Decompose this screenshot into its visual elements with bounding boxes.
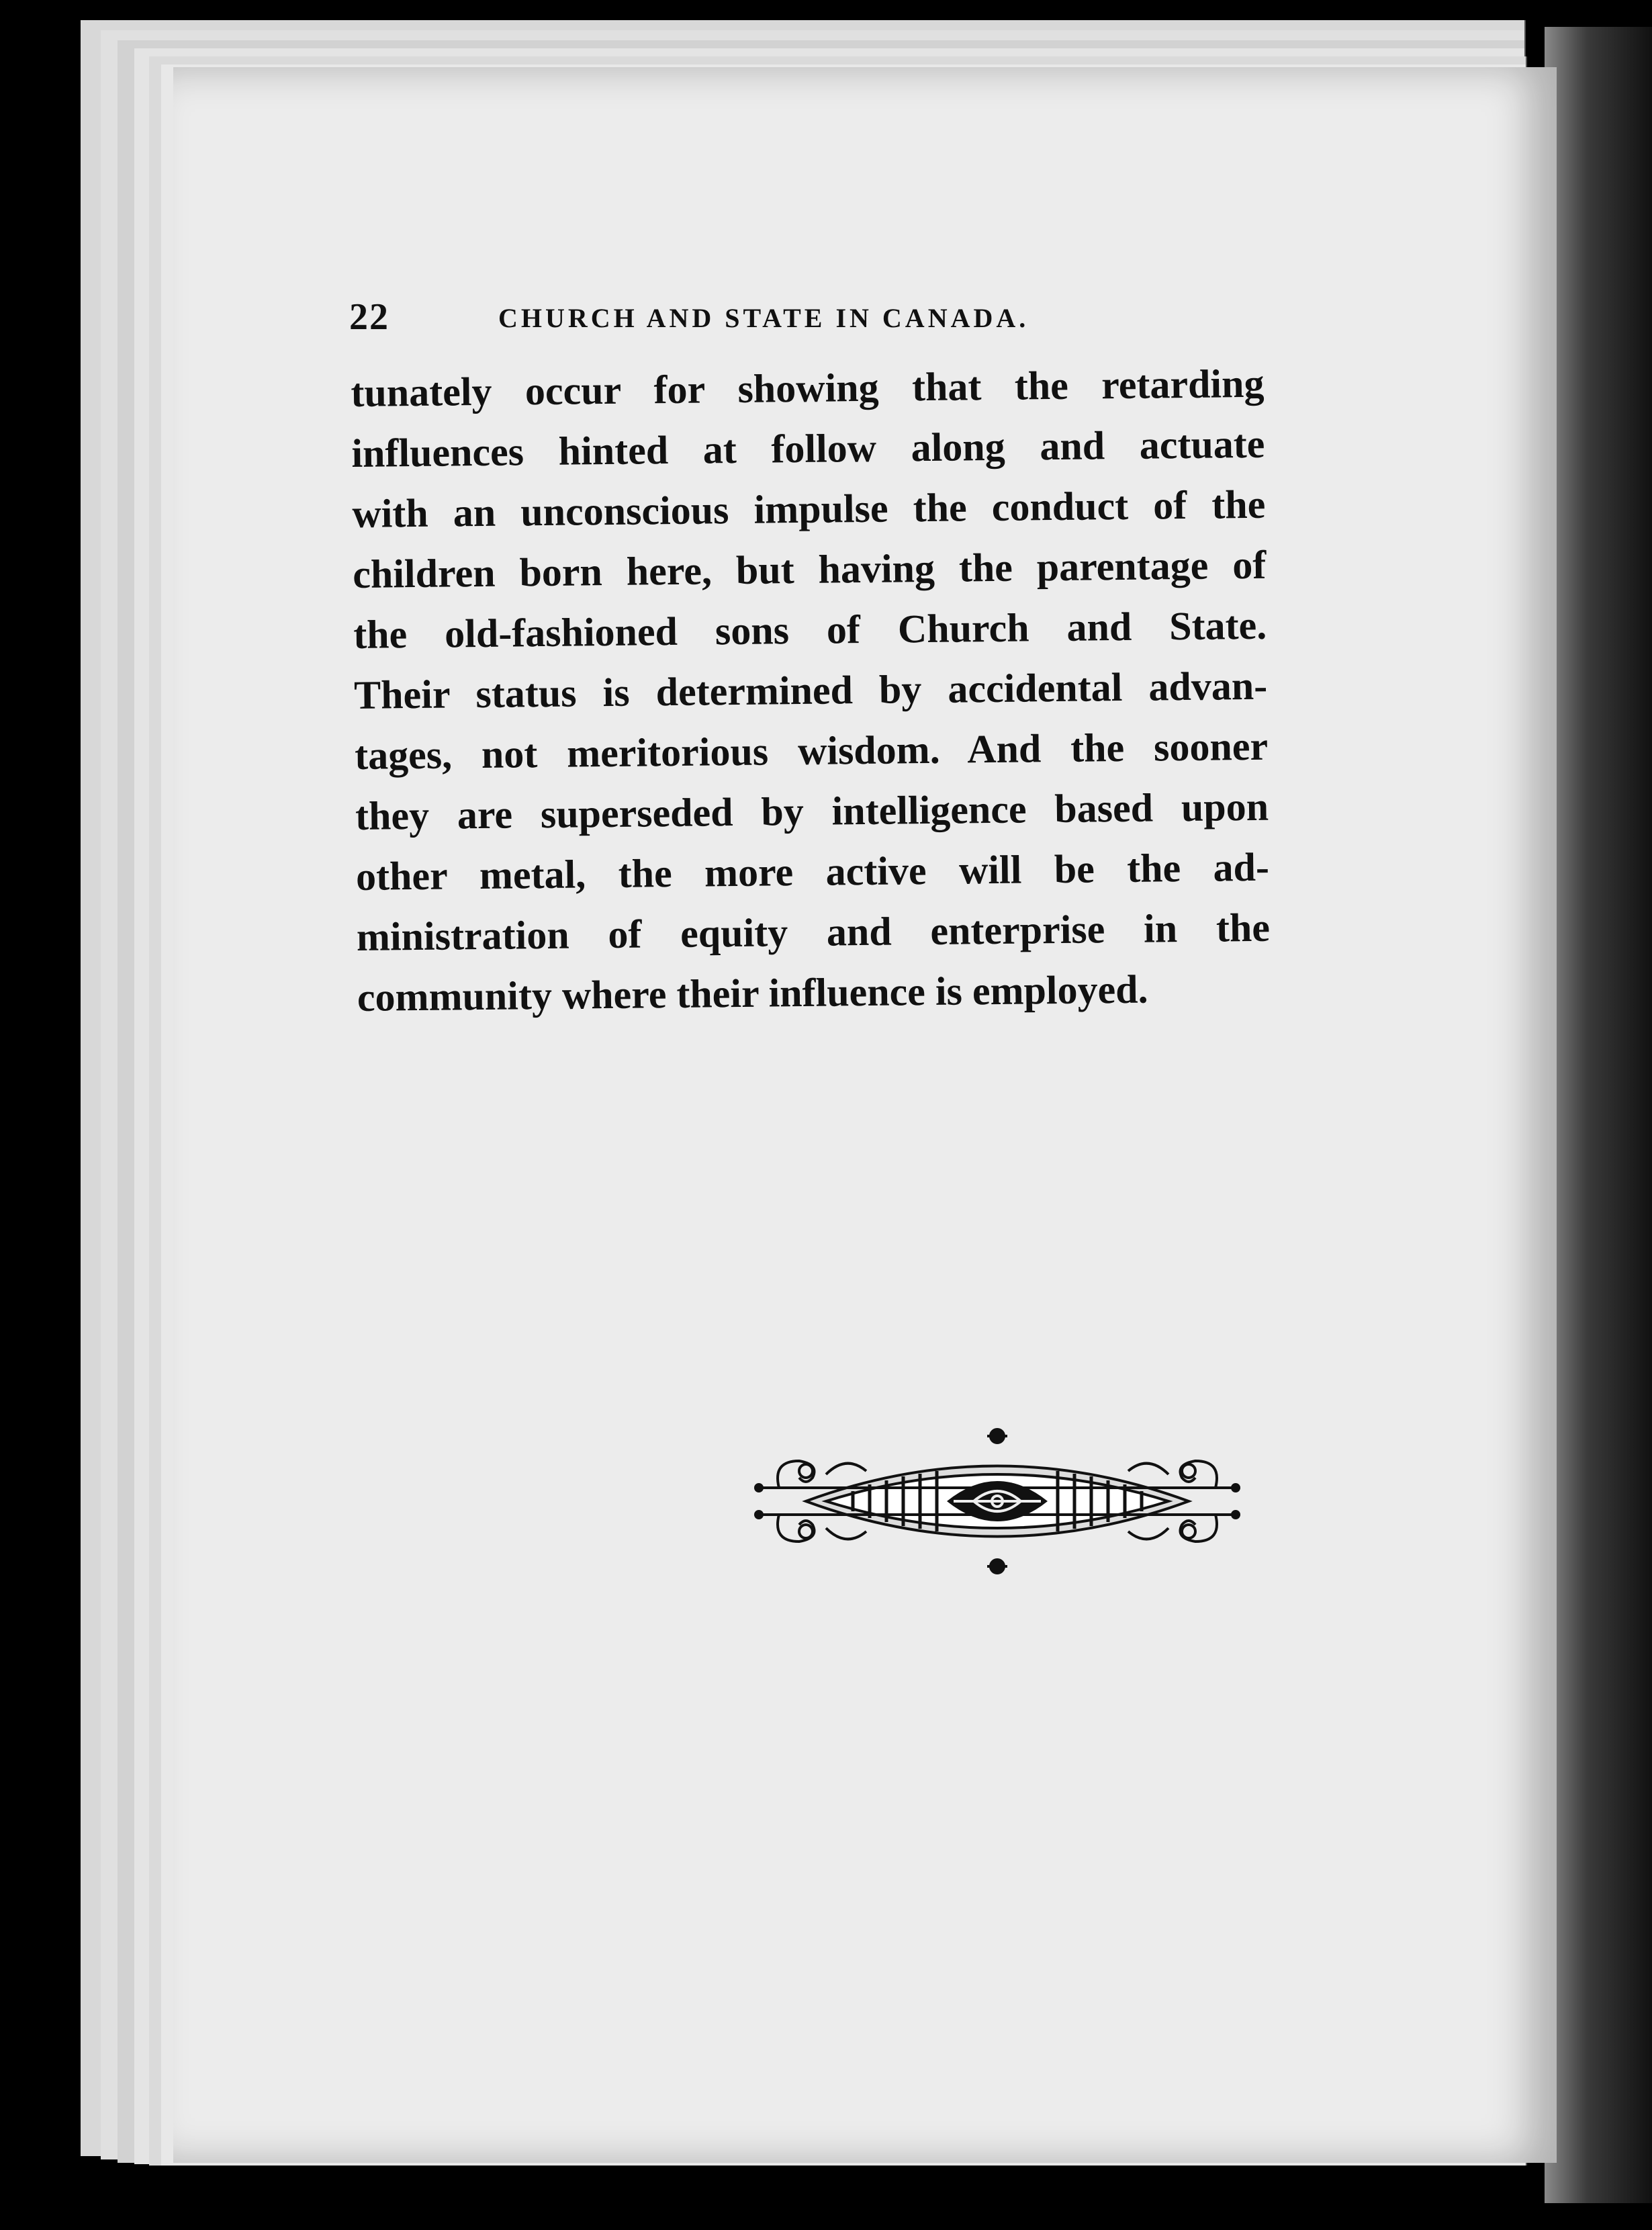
text-line: children born here, but having the parentage of xyxy=(352,542,1267,596)
body-paragraph xyxy=(351,353,1271,1028)
text-line: ministration of equity and enterprise in the xyxy=(356,905,1271,959)
text-line: Their status is determined by accidental advan- xyxy=(353,663,1268,717)
running-title: CHURCH AND STATE IN CANADA. xyxy=(498,303,1029,333)
text-line: other metal, the more active will be the ad- xyxy=(355,844,1270,899)
running-head xyxy=(349,296,1323,356)
page-number: 22 xyxy=(349,296,389,338)
text-line: they are superseded by intelligence based upon xyxy=(355,784,1269,838)
text-line: influences hinted at follow along and actuate xyxy=(351,421,1265,476)
text-line: tages, not meritorious wisdom. And the sooner xyxy=(354,723,1269,778)
text-line: with an unconscious impulse the conduct of the xyxy=(352,482,1266,536)
text-line: tunately occur for showing that the retarding xyxy=(351,361,1265,415)
text-line: the old-fashioned sons of Church and State. xyxy=(353,603,1267,657)
text-line: community where their influence is employed. xyxy=(357,967,1148,1020)
decorative-tailpiece-icon xyxy=(752,1424,1242,1578)
book-gutter-shadow xyxy=(1545,27,1652,2203)
